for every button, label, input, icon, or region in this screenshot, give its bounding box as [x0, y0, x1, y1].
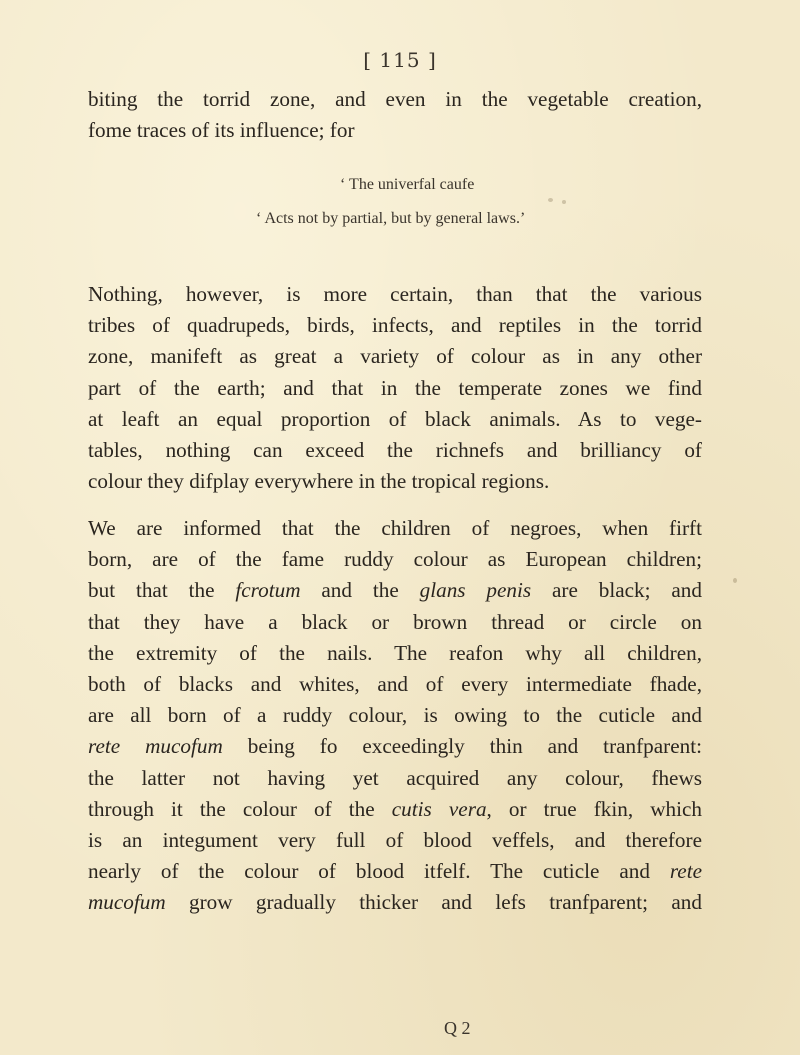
italic-term: rete [669, 859, 702, 884]
p1-line-5: at leaft an equal proportion of black animals. As to vege- [88, 406, 702, 431]
p1-line-4: part of the earth; and that in the temperate zones we find [88, 375, 702, 400]
page-number-header: [ 115 ] [363, 48, 437, 72]
p2-line-1: We are informed that the children of negroes, when firft [88, 516, 702, 540]
quote-line-1: ‘ The univerfal caufe [340, 176, 475, 193]
quote-line-2: ‘ Acts not by partial, but by general laws.’ [256, 210, 526, 227]
p1-line-2: tribes of quadrupeds, birds, infects, and reptiles in the torrid [88, 313, 702, 338]
p2-line-12: nearly of the colour of blood itfelf. The cuticle and rete [88, 859, 702, 884]
italic-term: mucofum [88, 890, 166, 915]
p2-line-3: but that the fcrotum and the glans penis are black; and [88, 578, 702, 603]
intro-line-2: fome traces of its influence; for [88, 118, 355, 143]
paragraph-1 [88, 279, 702, 497]
p2-line-10: through it the colour of the cutis vera, or true fkin, which [88, 796, 702, 821]
p1-line-7: colour they difplay everywhere in the tropical regions. [88, 469, 550, 494]
italic-term: glans penis [419, 578, 532, 603]
p2-line-6: both of blacks and whites, and of every intermediate fhade, [88, 671, 702, 696]
p1-line-3: zone, manifeft as great a variety of colour as in any other [88, 344, 702, 369]
intro-text [88, 84, 702, 146]
italic-term: rete mucofum [88, 734, 223, 759]
intro-line-1: biting the torrid zone, and even in the vegetable creation, [88, 87, 702, 111]
ink-spot [470, 808, 473, 811]
ink-spot [733, 578, 737, 583]
italic-term: cutis vera [391, 796, 487, 821]
p2-line-2: born, are of the fame ruddy colour as European children; [88, 547, 702, 572]
p2-line-7: are all born of a ruddy colour, is owing to the cuticle and [88, 703, 702, 728]
ink-spot [548, 198, 553, 202]
p1-line-1: Nothing, however, is more certain, than that the various [88, 282, 702, 306]
p2-line-4: that they have a black or brown thread or circle on [88, 609, 702, 634]
paragraph-2 [88, 513, 702, 918]
ink-spot [562, 200, 566, 204]
italic-term: fcrotum [235, 578, 301, 603]
p2-line-13: mucofum grow gradually thicker and lefs tranfparent; and [88, 890, 702, 915]
p2-line-5: the extremity of the nails. The reafon why all children, [88, 640, 702, 665]
p2-line-8: rete mucofum being fo exceedingly thin and tranfparent: [88, 734, 702, 759]
p2-line-9: the latter not having yet acquired any colour, fhews [88, 765, 702, 790]
p2-line-11: is an integument very full of blood veffels, and therefore [88, 827, 702, 852]
catchword-signature: Q 2 [444, 1018, 471, 1038]
p1-line-6: tables, nothing can exceed the richnefs and brilliancy of [88, 437, 702, 462]
